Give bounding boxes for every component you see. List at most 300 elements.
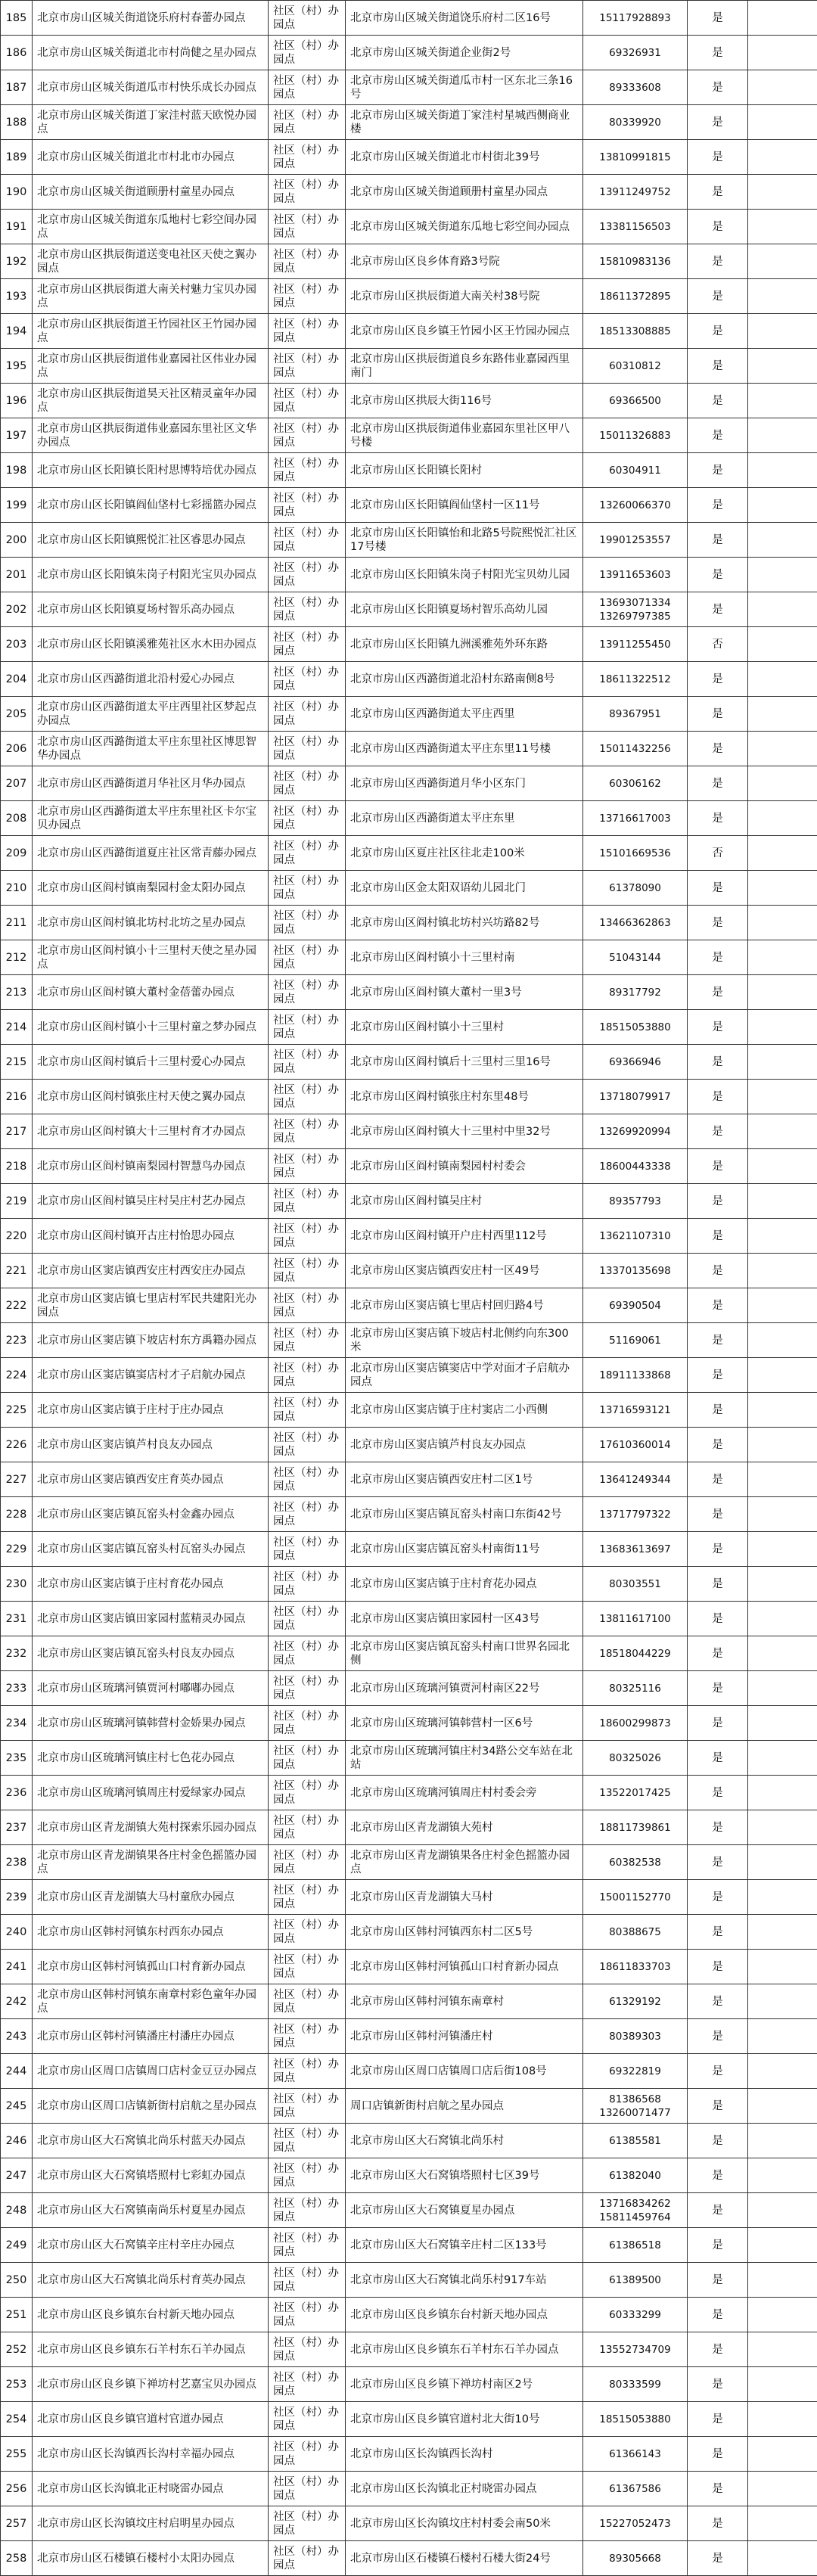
center-name: 北京市房山区长沟镇坟庄村启明星办园点	[33, 2506, 269, 2541]
table-row	[1, 1671, 817, 1706]
status-flag: 是	[688, 906, 748, 940]
center-type: 社区（村）办园点	[269, 1915, 346, 1950]
center-type: 社区（村）办园点	[269, 1497, 346, 1532]
empty-cell	[748, 1810, 817, 1845]
center-type: 社区（村）办园点	[269, 732, 346, 766]
center-name: 北京市房山区拱辰街道大南关村魅力宝贝办园点	[33, 279, 269, 314]
contact-phone: 61389500	[583, 2263, 688, 2298]
table-row	[1, 2193, 817, 2228]
table-row	[1, 453, 817, 488]
center-address: 北京市房山区窦店镇瓦窑头村南口东街42号	[346, 1497, 583, 1532]
center-address: 北京市房山区阎村镇张庄村东里48号	[346, 1080, 583, 1114]
status-flag: 是	[688, 523, 748, 558]
center-name: 北京市房山区城关街道饶乐府村春蕾办园点	[33, 1, 269, 36]
empty-cell	[748, 766, 817, 801]
row-number: 204	[1, 662, 33, 697]
center-type: 社区（村）办园点	[269, 418, 346, 453]
status-flag: 是	[688, 975, 748, 1010]
empty-cell	[748, 906, 817, 940]
row-number: 191	[1, 210, 33, 244]
row-number: 230	[1, 1567, 33, 1602]
center-name: 北京市房山区韩村河镇东村西东办园点	[33, 1915, 269, 1950]
contact-phone: 13522017425	[583, 1776, 688, 1810]
center-type: 社区（村）办园点	[269, 836, 346, 871]
center-address: 北京市房山区琉璃河镇韩营村一区6号	[346, 1706, 583, 1741]
table-row	[1, 2124, 817, 2158]
table-row	[1, 1462, 817, 1497]
row-number: 254	[1, 2402, 33, 2437]
table-row	[1, 349, 817, 384]
center-name: 北京市房山区阎村镇张庄村天使之翼办园点	[33, 1080, 269, 1114]
center-address: 北京市房山区长阳镇长阳村	[346, 453, 583, 488]
status-flag: 是	[688, 1080, 748, 1114]
empty-cell	[748, 836, 817, 871]
table-row	[1, 1636, 817, 1671]
center-type: 社区（村）办园点	[269, 2124, 346, 2158]
empty-cell	[748, 1428, 817, 1462]
contact-phone: 13911255450	[583, 627, 688, 662]
row-number: 237	[1, 1810, 33, 1845]
table-row	[1, 2541, 817, 2576]
status-flag: 是	[688, 1462, 748, 1497]
table-row	[1, 279, 817, 314]
center-type: 社区（村）办园点	[269, 2506, 346, 2541]
empty-cell	[748, 2089, 817, 2124]
center-type: 社区（村）办园点	[269, 2089, 346, 2124]
contact-phone: 18611833703	[583, 1950, 688, 1984]
contact-phone: 80388675	[583, 1915, 688, 1950]
row-number: 190	[1, 175, 33, 210]
row-number: 235	[1, 1741, 33, 1776]
contact-phone: 60333299	[583, 2298, 688, 2332]
center-address: 北京市房山区琉璃河镇周庄村村委会旁	[346, 1776, 583, 1810]
empty-cell	[748, 314, 817, 349]
row-number: 236	[1, 1776, 33, 1810]
center-address: 北京市房山区阎村镇小十三里村南	[346, 940, 583, 975]
row-number: 245	[1, 2089, 33, 2124]
center-type: 社区（村）办园点	[269, 1184, 346, 1219]
center-address: 北京市房山区城关街道北市村街北39号	[346, 140, 583, 175]
row-number: 257	[1, 2506, 33, 2541]
row-number: 203	[1, 627, 33, 662]
contact-phone: 13718079917	[583, 1080, 688, 1114]
status-flag: 是	[688, 2437, 748, 2472]
contact-phone: 18611372895	[583, 279, 688, 314]
center-type: 社区（村）办园点	[269, 1810, 346, 1845]
table-row	[1, 1706, 817, 1741]
center-name: 北京市房山区阎村镇大十三里村育才办园点	[33, 1114, 269, 1149]
center-address: 北京市房山区大石窝镇北尚乐村917车站	[346, 2263, 583, 2298]
empty-cell	[748, 523, 817, 558]
empty-cell	[748, 2541, 817, 2576]
table-row	[1, 36, 817, 70]
empty-cell	[748, 662, 817, 697]
row-number: 219	[1, 1184, 33, 1219]
center-address: 北京市房山区石楼镇石楼村石楼大街24号	[346, 2541, 583, 2576]
empty-cell	[748, 697, 817, 732]
table-row	[1, 2367, 817, 2402]
center-address: 北京市房山区拱辰大街116号	[346, 384, 583, 418]
row-number: 207	[1, 766, 33, 801]
center-name: 北京市房山区良乡镇下禅坊村艺嘉宝贝办园点	[33, 2367, 269, 2402]
empty-cell	[748, 2472, 817, 2506]
center-type: 社区（村）办园点	[269, 1880, 346, 1915]
center-name: 北京市房山区长沟镇西长沟村幸福办园点	[33, 2437, 269, 2472]
table-row	[1, 2506, 817, 2541]
table-row	[1, 1393, 817, 1428]
status-flag: 是	[688, 1636, 748, 1671]
center-type: 社区（村）办园点	[269, 2158, 346, 2193]
contact-phone: 15117928893	[583, 1, 688, 36]
center-name: 北京市房山区拱辰街道王竹园社区王竹园办园点	[33, 314, 269, 349]
table-row	[1, 1323, 817, 1358]
row-number: 194	[1, 314, 33, 349]
table-row	[1, 244, 817, 279]
center-name: 北京市房山区长阳镇溪雅苑社区水木田办园点	[33, 627, 269, 662]
center-type: 社区（村）办园点	[269, 1950, 346, 1984]
center-name: 北京市房山区阎村镇大董村金蓓蕾办园点	[33, 975, 269, 1010]
status-flag: 是	[688, 2332, 748, 2367]
center-type: 社区（村）办园点	[269, 1532, 346, 1567]
table-row	[1, 1602, 817, 1636]
row-number: 209	[1, 836, 33, 871]
center-type: 社区（村）办园点	[269, 2263, 346, 2298]
center-address: 北京市房山区窦店镇瓦窑头村南街11号	[346, 1532, 583, 1567]
empty-cell	[748, 2402, 817, 2437]
row-number: 246	[1, 2124, 33, 2158]
status-flag: 是	[688, 697, 748, 732]
row-number: 224	[1, 1358, 33, 1393]
center-name: 北京市房山区琉璃河镇韩营村金娇果办园点	[33, 1706, 269, 1741]
center-address: 北京市房山区西潞街道太平庄东里	[346, 801, 583, 836]
center-name: 北京市房山区琉璃河镇周庄村爱绿家办园点	[33, 1776, 269, 1810]
status-flag: 是	[688, 1323, 748, 1358]
contact-phone: 18600299873	[583, 1706, 688, 1741]
center-name: 北京市房山区拱辰街道伟业嘉园东里社区文华办园点	[33, 418, 269, 453]
status-flag: 是	[688, 2506, 748, 2541]
empty-cell	[748, 70, 817, 105]
table-row	[1, 1080, 817, 1114]
center-type: 社区（村）办园点	[269, 2298, 346, 2332]
center-name: 北京市房山区西潞街道夏庄社区常青藤办园点	[33, 836, 269, 871]
status-flag: 是	[688, 453, 748, 488]
center-type: 社区（村）办园点	[269, 279, 346, 314]
row-number: 192	[1, 244, 33, 279]
center-address: 北京市房山区青龙湖镇大马村	[346, 1880, 583, 1915]
contact-phone: 80325026	[583, 1741, 688, 1776]
center-address: 北京市房山区大石窝镇塔照村七区39号	[346, 2158, 583, 2193]
center-name: 北京市房山区良乡镇东台村新天地办园点	[33, 2298, 269, 2332]
contact-phone: 13911249752	[583, 175, 688, 210]
row-number: 193	[1, 279, 33, 314]
status-flag: 是	[688, 1288, 748, 1323]
center-name: 北京市房山区阎村镇南梨园村智慧鸟办园点	[33, 1149, 269, 1184]
row-number: 201	[1, 558, 33, 592]
status-flag: 是	[688, 871, 748, 906]
empty-cell	[748, 1080, 817, 1114]
center-address: 北京市房山区长阳镇怡和北路5号院熙悦汇社区17号楼	[346, 523, 583, 558]
table-row	[1, 70, 817, 105]
contact-phone: 89317792	[583, 975, 688, 1010]
contact-phone: 13466362863	[583, 906, 688, 940]
table-row	[1, 1114, 817, 1149]
center-address: 北京市房山区城关街道顾册村童星办园点	[346, 175, 583, 210]
row-number: 197	[1, 418, 33, 453]
status-flag: 否	[688, 836, 748, 871]
status-flag: 是	[688, 1358, 748, 1393]
row-number: 256	[1, 2472, 33, 2506]
table-row	[1, 1984, 817, 2019]
empty-cell	[748, 2193, 817, 2228]
contact-phone: 13683613697	[583, 1532, 688, 1567]
center-type: 社区（村）办园点	[269, 1428, 346, 1462]
contact-phone: 18513308885	[583, 314, 688, 349]
empty-cell	[748, 2367, 817, 2402]
empty-cell	[748, 1567, 817, 1602]
table-row	[1, 105, 817, 140]
status-flag: 是	[688, 1671, 748, 1706]
row-number: 241	[1, 1950, 33, 1984]
contact-phone: 69366500	[583, 384, 688, 418]
center-name: 北京市房山区长阳镇夏场村智乐高办园点	[33, 592, 269, 627]
center-type: 社区（村）办园点	[269, 1114, 346, 1149]
status-flag: 是	[688, 732, 748, 766]
center-address: 北京市房山区周口店镇周口店后街108号	[346, 2054, 583, 2089]
status-flag: 是	[688, 2541, 748, 2576]
status-flag: 是	[688, 1810, 748, 1845]
center-address: 北京市房山区长阳镇夏场村智乐高幼儿园	[346, 592, 583, 627]
center-name: 北京市房山区拱辰街道昊天社区精灵童年办园点	[33, 384, 269, 418]
center-address: 北京市房山区金太阳双语幼儿园北门	[346, 871, 583, 906]
table-row	[1, 801, 817, 836]
empty-cell	[748, 1602, 817, 1636]
table-row	[1, 1219, 817, 1254]
empty-cell	[748, 2158, 817, 2193]
contact-phone: 51043144	[583, 940, 688, 975]
status-flag: 是	[688, 314, 748, 349]
contact-phone: 89305668	[583, 2541, 688, 2576]
center-type: 社区（村）办园点	[269, 488, 346, 523]
center-address: 北京市房山区青龙湖镇果各庄村金色摇篮办园点	[346, 1845, 583, 1880]
status-flag: 是	[688, 1602, 748, 1636]
status-flag: 是	[688, 488, 748, 523]
center-name: 北京市房山区琉璃河镇贾河村嘟嘟办园点	[33, 1671, 269, 1706]
status-flag: 是	[688, 2367, 748, 2402]
empty-cell	[748, 140, 817, 175]
center-type: 社区（村）办园点	[269, 349, 346, 384]
status-flag: 否	[688, 627, 748, 662]
row-number: 221	[1, 1254, 33, 1288]
center-address: 北京市房山区城关街道丁家洼村星城西侧商业楼	[346, 105, 583, 140]
center-name: 北京市房山区石楼镇石楼村小太阳办园点	[33, 2541, 269, 2576]
center-address: 北京市房山区窦店镇于庄村窦店二小西侧	[346, 1393, 583, 1428]
center-type: 社区（村）办园点	[269, 523, 346, 558]
table-row	[1, 2332, 817, 2367]
table-row	[1, 1428, 817, 1462]
center-name: 北京市房山区拱辰街道伟业嘉园社区伟业办园点	[33, 349, 269, 384]
row-number: 214	[1, 1010, 33, 1045]
row-number: 227	[1, 1462, 33, 1497]
table-row	[1, 2298, 817, 2332]
center-address: 北京市房山区琉璃河镇贾河村南区22号	[346, 1671, 583, 1706]
table-row	[1, 906, 817, 940]
status-flag: 是	[688, 1706, 748, 1741]
table-row	[1, 1288, 817, 1323]
center-address: 北京市房山区窦店镇瓦窑头村南口世界名园北侧	[346, 1636, 583, 1671]
status-flag: 是	[688, 244, 748, 279]
center-type: 社区（村）办园点	[269, 1010, 346, 1045]
center-address: 北京市房山区长沟镇坟庄村村委会南50米	[346, 2506, 583, 2541]
contact-phone: 13260066370	[583, 488, 688, 523]
center-type: 社区（村）办园点	[269, 314, 346, 349]
empty-cell	[748, 871, 817, 906]
center-name: 北京市房山区西潞街道太平庄东里社区卡尔宝贝办园点	[33, 801, 269, 836]
status-flag: 是	[688, 384, 748, 418]
center-name: 北京市房山区阎村镇吴庄村吴庄村艺办园点	[33, 1184, 269, 1219]
center-address: 北京市房山区窦店镇窦店中学对面才子启航办园点	[346, 1358, 583, 1393]
center-name: 北京市房山区阎村镇开古庄村怡思办园点	[33, 1219, 269, 1254]
empty-cell	[748, 1880, 817, 1915]
empty-cell	[748, 1462, 817, 1497]
status-flag: 是	[688, 1184, 748, 1219]
status-flag: 是	[688, 1114, 748, 1149]
center-type: 社区（村）办园点	[269, 2402, 346, 2437]
center-type: 社区（村）办园点	[269, 1706, 346, 1741]
row-number: 231	[1, 1602, 33, 1636]
contact-phone: 80333599	[583, 2367, 688, 2402]
center-name: 北京市房山区周口店镇新街村启航之星办园点	[33, 2089, 269, 2124]
center-address: 北京市房山区良乡镇下禅坊村南区2号	[346, 2367, 583, 2402]
status-flag: 是	[688, 349, 748, 384]
contact-phone: 13911653603	[583, 558, 688, 592]
status-flag: 是	[688, 105, 748, 140]
center-type: 社区（村）办园点	[269, 2541, 346, 2576]
contact-phone: 18518044229	[583, 1636, 688, 1671]
center-name: 北京市房山区大石窝镇北尚乐村蓝天办园点	[33, 2124, 269, 2158]
table-row	[1, 384, 817, 418]
center-name: 北京市房山区韩村河镇孤山口村育新办园点	[33, 1950, 269, 1984]
center-type: 社区（村）办园点	[269, 2332, 346, 2367]
center-type: 社区（村）办园点	[269, 1462, 346, 1497]
center-name: 北京市房山区良乡镇官道村官道办园点	[33, 2402, 269, 2437]
center-type: 社区（村）办园点	[269, 1636, 346, 1671]
center-address: 北京市房山区西潞街道北沿村东路南侧8号	[346, 662, 583, 697]
center-name: 北京市房山区西潞街道太平庄西里社区梦起点办园点	[33, 697, 269, 732]
contact-phone: 13716834262 15811459764	[583, 2193, 688, 2228]
contact-phone: 18600443338	[583, 1149, 688, 1184]
row-number: 205	[1, 697, 33, 732]
table-row	[1, 1358, 817, 1393]
row-number: 218	[1, 1149, 33, 1184]
center-address: 北京市房山区阎村镇南梨园村村委会	[346, 1149, 583, 1184]
center-address: 北京市房山区阎村镇后十三里村三里16号	[346, 1045, 583, 1080]
center-type: 社区（村）办园点	[269, 1254, 346, 1288]
empty-cell	[748, 279, 817, 314]
empty-cell	[748, 1532, 817, 1567]
center-type: 社区（村）办园点	[269, 1567, 346, 1602]
empty-cell	[748, 1114, 817, 1149]
status-flag: 是	[688, 210, 748, 244]
table-row	[1, 488, 817, 523]
center-name: 北京市房山区阎村镇小十三里村天使之星办园点	[33, 940, 269, 975]
center-name: 北京市房山区长阳镇朱岗子村阳光宝贝办园点	[33, 558, 269, 592]
center-address: 北京市房山区城关街道企业街2号	[346, 36, 583, 70]
contact-phone: 61378090	[583, 871, 688, 906]
center-type: 社区（村）办园点	[269, 244, 346, 279]
table-row	[1, 1045, 817, 1080]
center-name: 北京市房山区阎村镇南梨园村金太阳办园点	[33, 871, 269, 906]
contact-phone: 61386518	[583, 2228, 688, 2263]
status-flag: 是	[688, 766, 748, 801]
center-type: 社区（村）办园点	[269, 105, 346, 140]
center-address: 北京市房山区拱辰街道伟业嘉园东里社区甲八号楼	[346, 418, 583, 453]
table-row	[1, 1010, 817, 1045]
center-address: 北京市房山区良乡体育路3号院	[346, 244, 583, 279]
empty-cell	[748, 2263, 817, 2298]
row-number: 238	[1, 1845, 33, 1880]
contact-phone: 18911133868	[583, 1358, 688, 1393]
row-number: 200	[1, 523, 33, 558]
center-address: 北京市房山区夏庄社区往北走100米	[346, 836, 583, 871]
center-address: 北京市房山区长阳镇朱岗子村阳光宝贝幼儿园	[346, 558, 583, 592]
status-flag: 是	[688, 418, 748, 453]
row-number: 253	[1, 2367, 33, 2402]
center-type: 社区（村）办园点	[269, 2437, 346, 2472]
contact-phone: 61329192	[583, 1984, 688, 2019]
row-number: 189	[1, 140, 33, 175]
center-name: 北京市房山区窦店镇西安庄村西安庄办园点	[33, 1254, 269, 1288]
center-address: 北京市房山区阎村镇小十三里村	[346, 1010, 583, 1045]
status-flag: 是	[688, 1393, 748, 1428]
center-name: 北京市房山区窦店镇窦店村才子启航办园点	[33, 1358, 269, 1393]
row-number: 247	[1, 2158, 33, 2193]
empty-cell	[748, 1254, 817, 1288]
center-type: 社区（村）办园点	[269, 1, 346, 36]
row-number: 250	[1, 2263, 33, 2298]
center-type: 社区（村）办园点	[269, 1776, 346, 1810]
status-flag: 是	[688, 1, 748, 36]
row-number: 196	[1, 384, 33, 418]
row-number: 213	[1, 975, 33, 1010]
status-flag: 是	[688, 140, 748, 175]
center-type: 社区（村）办园点	[269, 940, 346, 975]
status-flag: 是	[688, 279, 748, 314]
row-number: 208	[1, 801, 33, 836]
row-number: 240	[1, 1915, 33, 1950]
contact-phone: 13552734709	[583, 2332, 688, 2367]
contact-phone: 13621107310	[583, 1219, 688, 1254]
table-row	[1, 697, 817, 732]
row-number: 199	[1, 488, 33, 523]
row-number: 255	[1, 2437, 33, 2472]
center-name: 北京市房山区阎村镇北坊村北坊之星办园点	[33, 906, 269, 940]
center-address: 北京市房山区阎村镇开户庄村西里112号	[346, 1219, 583, 1254]
center-name: 北京市房山区西潞街道月华社区月华办园点	[33, 766, 269, 801]
center-address: 北京市房山区窦店镇七里店村回归路4号	[346, 1288, 583, 1323]
status-flag: 是	[688, 1219, 748, 1254]
contact-phone: 15001152770	[583, 1880, 688, 1915]
empty-cell	[748, 1288, 817, 1323]
center-type: 社区（村）办园点	[269, 1393, 346, 1428]
row-number: 258	[1, 2541, 33, 2576]
contact-phone: 69326931	[583, 36, 688, 70]
center-name: 北京市房山区长阳镇阎仙垡村七彩摇篮办园点	[33, 488, 269, 523]
center-name: 北京市房山区阎村镇后十三里村爱心办园点	[33, 1045, 269, 1080]
empty-cell	[748, 1950, 817, 1984]
contact-phone: 60306162	[583, 766, 688, 801]
row-number: 187	[1, 70, 33, 105]
center-address: 北京市房山区大石窝镇夏星办园点	[346, 2193, 583, 2228]
